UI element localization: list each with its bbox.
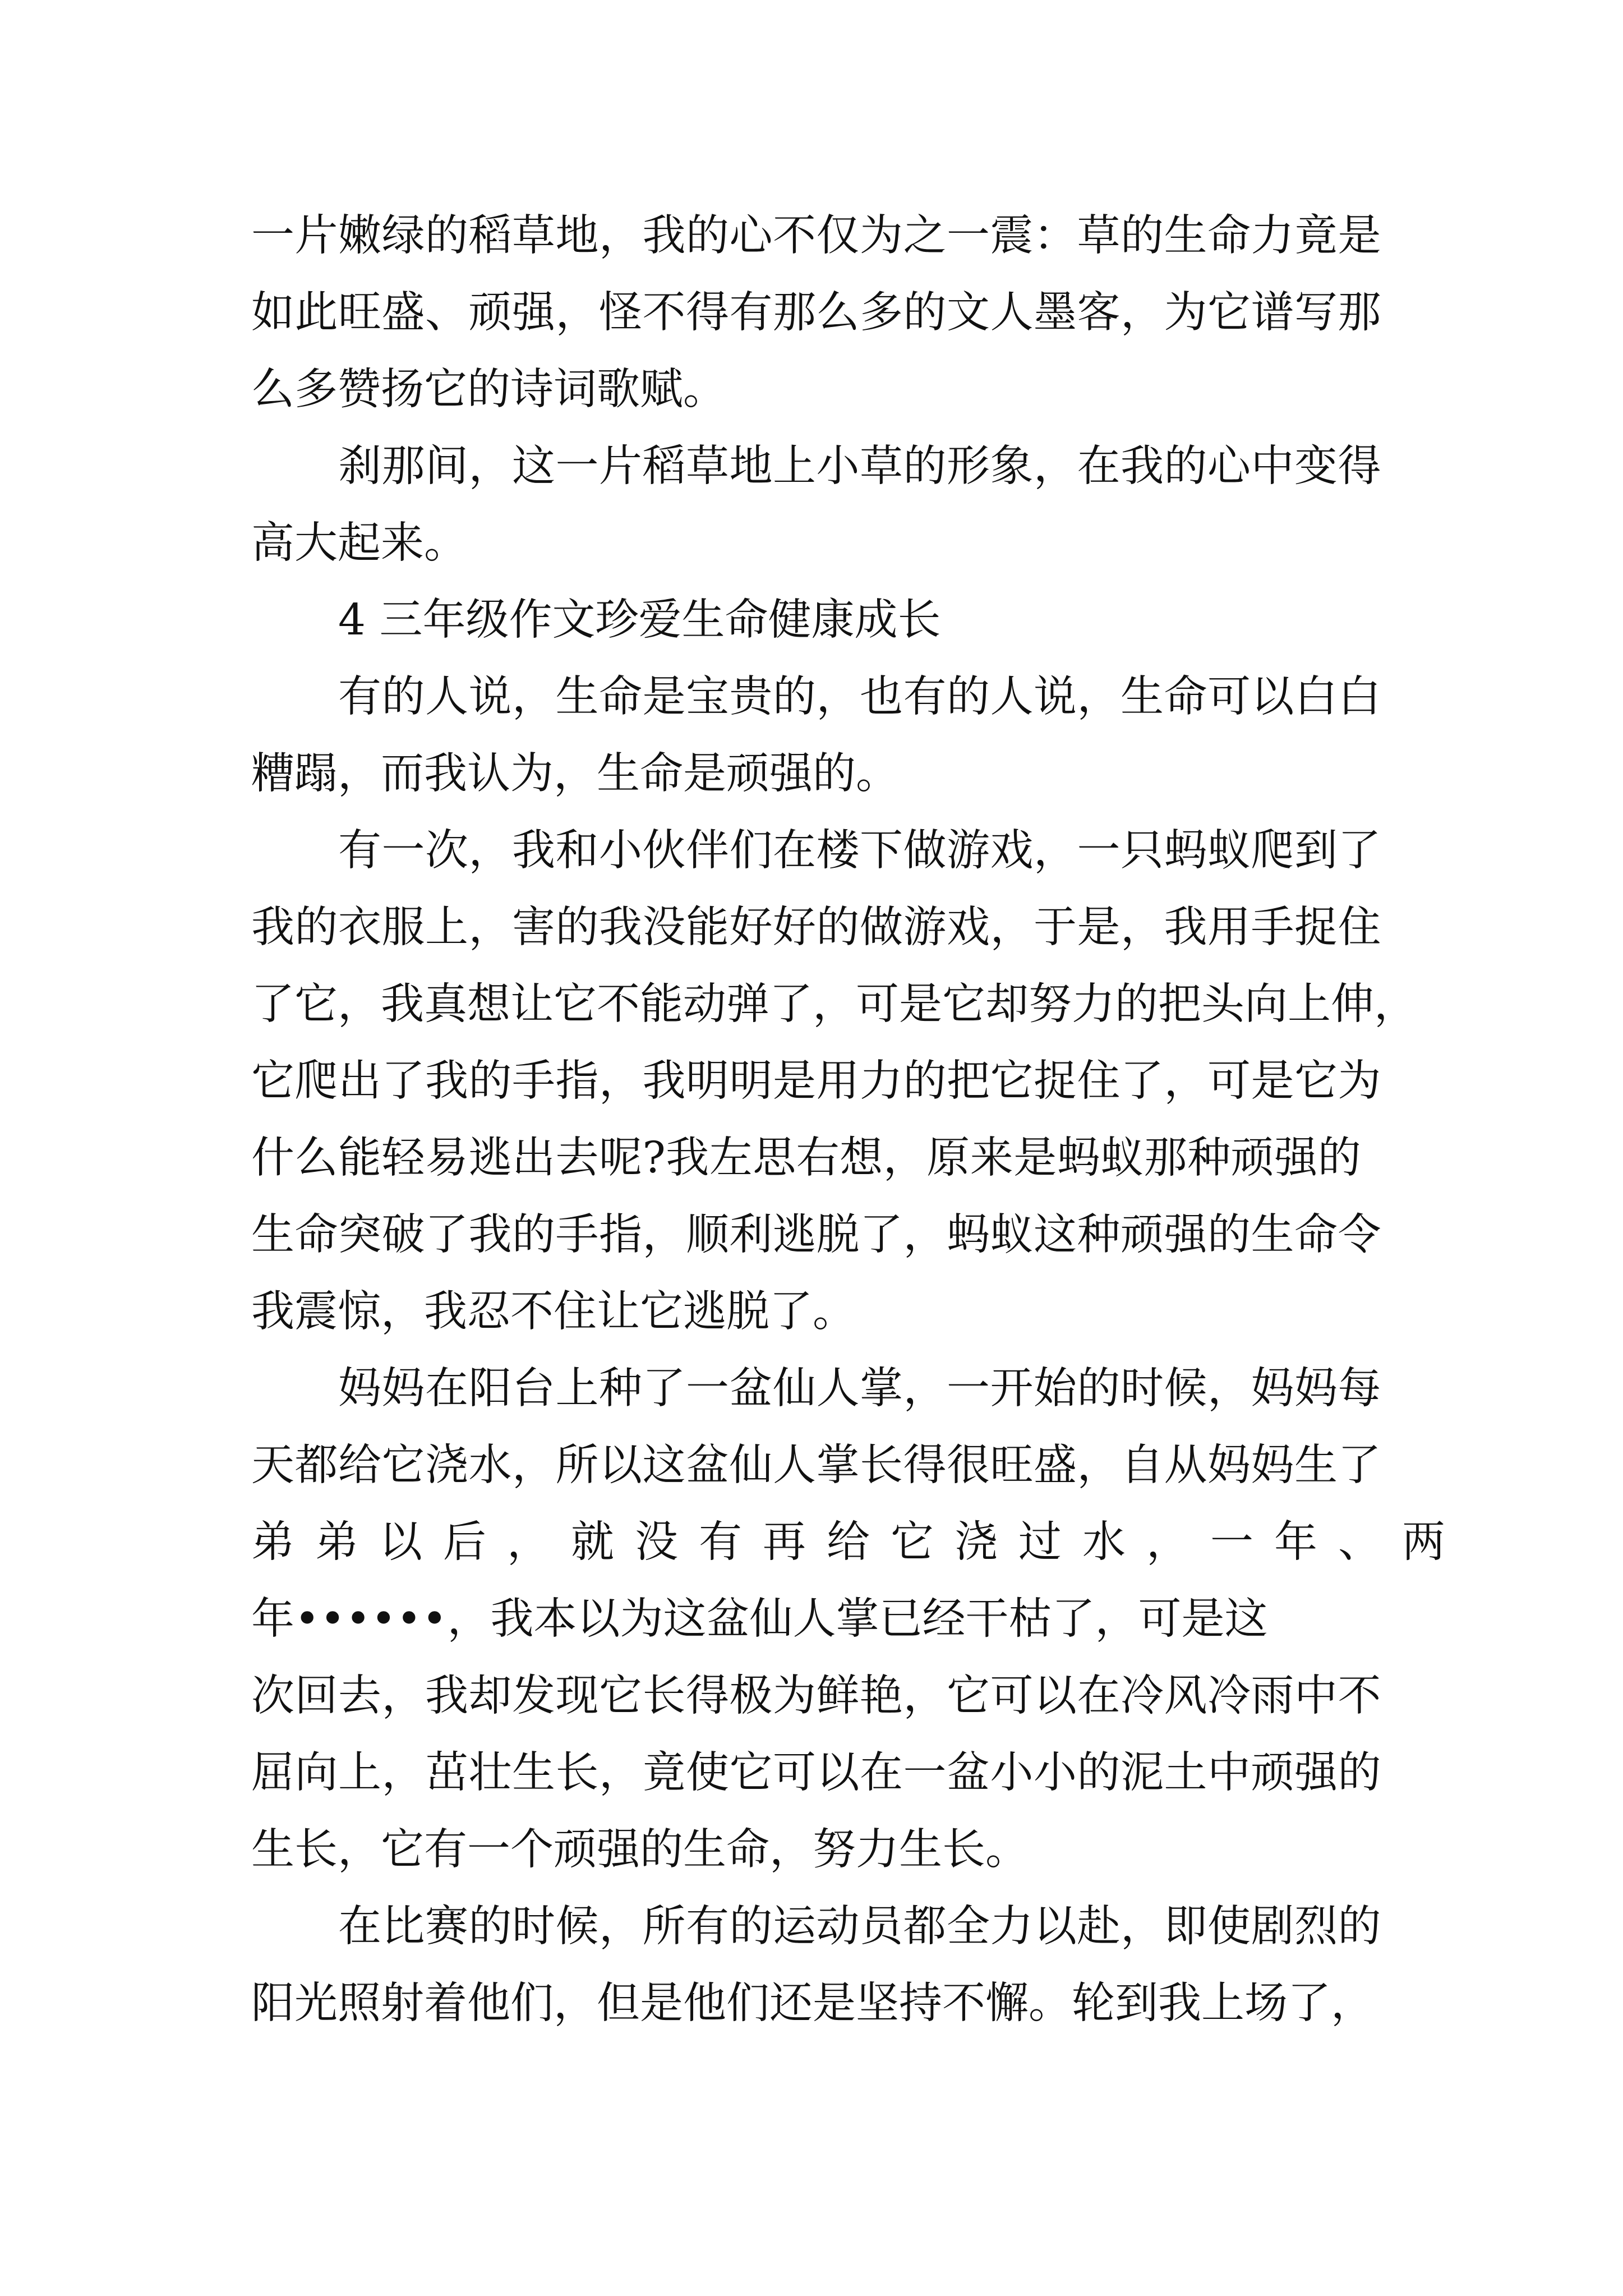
text-line: 一片嫩绿的稻草地，我的心不仅为之一震：草的生命力竟是	[251, 211, 1381, 261]
text-line: 了它，我真想让它不能动弹了，可是它却努力的把头向上伸，	[251, 979, 1417, 1029]
text-line: 次回去，我却发现它长得极为鲜艳，它可以在冷风冷雨中不	[251, 1671, 1381, 1721]
text-line: 什么能轻易逃出去呢?我左思右想，原来是蚂蚁那种顽强的	[251, 1133, 1362, 1183]
text-line: 它爬出了我的手指，我明明是用力的把它捉住了，可是它为	[251, 1056, 1381, 1106]
text-line: 年••••••，我本以为这盆仙人掌已经干枯了，可是这	[251, 1594, 1268, 1644]
text-line: 生命突破了我的手指，顺利逃脱了，蚂蚁这种顽强的生命令	[251, 1210, 1381, 1260]
text-line: 么多赞扬它的诗词歌赋。	[251, 365, 726, 415]
text-line: 天都给它浇水，所以这盆仙人掌长得很旺盛，自从妈妈生了	[251, 1441, 1381, 1490]
text-line: 有一次，我和小伙伴们在楼下做游戏，一只蚂蚁爬到了	[338, 826, 1381, 876]
text-line: 高大起来。	[251, 518, 467, 568]
text-line: 弟弟以后，就没有再给它浇过水，一年、两	[251, 1517, 1466, 1567]
text-line: 妈妈在阳台上种了一盆仙人掌，一开始的时候，妈妈每	[338, 1364, 1381, 1414]
text-line: 刹那间，这一片稻草地上小草的形象，在我的心中变得	[338, 441, 1381, 491]
text-line: 生长，它有一个顽强的生命，努力生长。	[251, 1825, 1029, 1875]
text-line: 我震惊，我忍不住让它逃脱了。	[251, 1287, 856, 1337]
text-line: 在比赛的时候，所有的运动员都全力以赴，即使剧烈的	[338, 1902, 1381, 1952]
essay-text	[251, 197, 1466, 2042]
section-heading: 4 三年级作文珍爱生命健康成长	[338, 595, 941, 645]
text-line: 糟蹋，而我认为，生命是顽强的。	[251, 749, 899, 799]
text-line: 屈向上，茁壮生长，竟使它可以在一盆小小的泥土中顽强的	[251, 1748, 1381, 1798]
text-line: 如此旺盛、顽强，怪不得有那么多的文人墨客，为它谱写那	[251, 288, 1381, 338]
text-line: 我的衣服上，害的我没能好好的做游戏，于是，我用手捉住	[251, 903, 1381, 953]
text-line: 有的人说，生命是宝贵的，也有的人说，生命可以白白	[338, 672, 1381, 722]
text-line: 阳光照射着他们，但是他们还是坚持不懈。轮到我上场了，	[251, 1978, 1374, 2028]
